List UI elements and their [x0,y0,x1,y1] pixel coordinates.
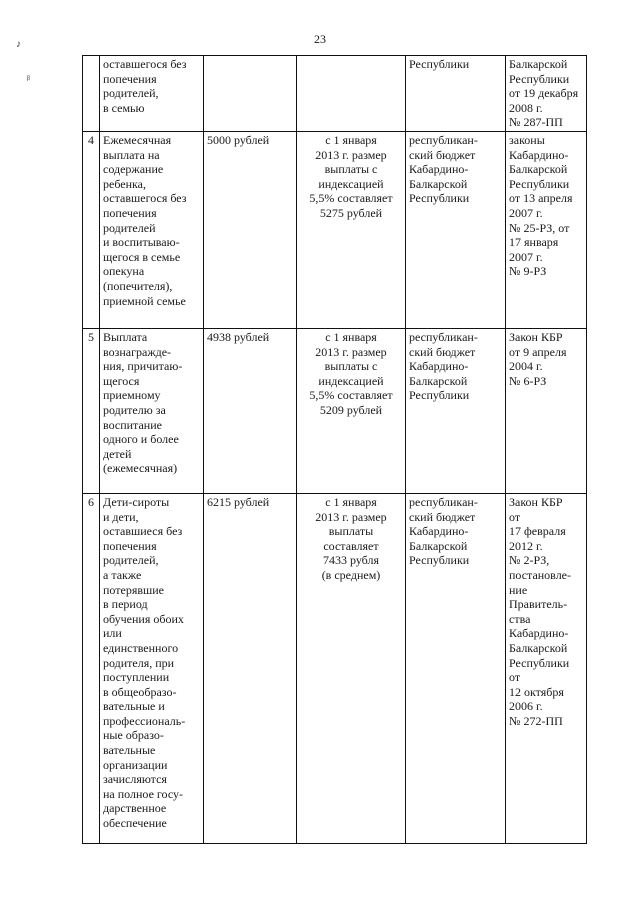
cell-line: Правитель- [509,597,568,612]
cell-line: Республики [509,655,570,670]
legal-act-cell [506,56,587,132]
cell-line: родителей [103,220,156,235]
table-row [83,131,587,328]
table-row [83,493,587,843]
cell-line: а также [103,567,142,582]
cell-line: с 1 января [325,329,377,344]
cell-line: 2006 г. [509,699,543,714]
cell-line: 5,5% составляет [309,191,393,206]
payment-terms-cell [297,328,406,493]
amount-cell [204,328,297,493]
row-number-cell: 6 [83,493,100,843]
cell-line: № 25-РЗ, от [509,220,570,235]
cell-line: 17 февраля [509,524,566,539]
cell-line: ние [509,582,528,597]
cell-line: оставшегося без [103,191,187,206]
cell-line: от [509,509,521,524]
amount-cell [204,131,297,328]
amount-cell [204,56,297,132]
legal-act-cell [506,131,587,328]
cell-line: или [103,626,122,641]
benefit-name-cell [100,493,204,843]
funding-source-cell [406,131,506,328]
cell-line: 2004 г. [509,359,543,374]
cell-line: воспитание [103,417,162,432]
benefit-name-cell [100,131,204,328]
funding-source-cell [406,328,506,493]
cell-line: и воспитываю- [103,235,180,250]
cell-line: Кабардино- [509,147,569,162]
cell-line: Кабардино- [409,524,469,539]
cell-line: индексацией [318,176,384,191]
payment-terms-cell [297,56,406,132]
benefits-table [82,55,587,844]
cell-line: Дети-сироты [103,494,170,509]
cell-line: Республики [509,176,570,191]
cell-line: № 272-ПП [509,713,563,728]
table-row [83,56,587,132]
payment-terms-cell [297,493,406,843]
cell-line: 2007 г. [509,249,543,264]
cell-line: составляет [323,538,379,553]
cell-line: № 287-ПП [509,115,563,130]
cell-line: зачисляются [103,772,167,787]
cell-line: родителя, при [103,655,175,670]
cell-line: и дети, [103,509,139,524]
cell-line: от [509,670,521,685]
cell-line: Республики [409,388,470,403]
cell-line: попечения [103,71,157,86]
margin-mark: ♪ [16,39,21,50]
cell-line: выплаты [328,524,374,539]
cell-line: ский бюджет [409,147,476,162]
cell-line: в период [103,597,148,612]
cell-line: 6215 рублей [207,494,270,509]
cell-line: выплата на [103,147,160,162]
cell-line: профессиональ- [103,713,186,728]
cell-line: от 9 апреля [509,344,567,359]
cell-line: Республики [409,191,470,206]
cell-line: выплаты с [324,359,378,374]
cell-line: обучения обоих [103,611,184,626]
cell-line: Республики [409,57,470,71]
cell-line: с 1 января [325,494,377,509]
cell-line: щегося в семье [103,249,181,264]
cell-line: 2013 г. размер [315,509,387,524]
cell-line: ский бюджет [409,509,476,524]
cell-line: ния, причитаю- [103,359,183,374]
cell-line: (попечителя), [103,278,173,293]
row-number-cell: 5 [83,328,100,493]
cell-line: 2013 г. размер [315,344,387,359]
cell-line: 12 октября [509,684,564,699]
cell-line: Балкарской [509,640,568,655]
page-number: 23 [314,32,326,46]
cell-line: одного и более [103,432,179,447]
cell-line: оставшегося без [103,57,187,71]
cell-line: ский бюджет [409,344,476,359]
cell-line: содержание [103,162,164,177]
cell-line: 5275 рублей [319,205,383,220]
cell-line: постановле- [509,567,572,582]
cell-line: 5,5% составляет [309,388,393,403]
benefit-name-cell [100,56,204,132]
cell-line: Кабардино- [509,626,569,641]
cell-line: Ежемесячная [103,132,172,147]
cell-line: опекуна [103,264,145,279]
legal-act-cell [506,493,587,843]
cell-line: индексацией [318,373,384,388]
row-number-cell: 4 [83,131,100,328]
cell-line: Балкарской [409,176,468,191]
cell-line: 2013 г. размер [315,147,387,162]
cell-line: 2008 г. [509,100,543,115]
cell-line: ребенка, [103,176,146,191]
cell-line: 2012 г. [509,538,543,553]
cell-line: Республики [509,71,570,86]
cell-line: Кабардино- [409,162,469,177]
cell-line: организации [103,757,168,772]
cell-line: Балкарской [509,57,568,71]
cell-line: попечения [103,538,157,553]
cell-line: Кабардино- [409,359,469,374]
cell-line: 2007 г. [509,205,543,220]
cell-line: потерявшие [103,582,165,597]
cell-line: в семью [103,100,145,115]
cell-line: Закон КБР [509,494,563,509]
cell-line: 7433 рубля [323,553,379,568]
cell-line: республикан- [409,132,478,147]
cell-line: (ежемесячная) [103,461,178,476]
cell-line: попечения [103,205,157,220]
cell-line: вательные [103,743,156,758]
row-number-cell [83,56,100,132]
cell-line: 4938 рублей [207,329,270,344]
cell-line: родителю за [103,402,166,417]
cell-line: законы [509,132,545,147]
cell-line: выплаты с [324,162,378,177]
cell-line: вознагражде- [103,344,172,359]
cell-line: 17 января [509,235,559,250]
cell-line: оставшиеся без [103,524,183,539]
cell-line: Выплата [103,329,148,344]
cell-line: с 1 января [325,132,377,147]
cell-line: республикан- [409,494,478,509]
cell-line: Закон КБР [509,329,563,344]
cell-line: № 9-РЗ [509,264,547,279]
cell-line: ства [509,611,531,626]
cell-line: республикан- [409,329,478,344]
margin-mark: ᵦ [27,71,30,82]
cell-line: № 2-РЗ, [509,553,550,568]
legal-act-cell [506,328,587,493]
cell-line: Балкарской [409,373,468,388]
payment-terms-cell [297,131,406,328]
cell-line: на полное госу- [103,786,183,801]
cell-line: от 13 апреля [509,191,573,206]
cell-line: от 19 декабря [509,86,579,101]
cell-line: 5000 рублей [207,132,270,147]
cell-line: в общеобразо- [103,684,177,699]
funding-source-cell [406,56,506,132]
cell-line: родителей, [103,86,159,101]
cell-line: обеспечение [103,816,167,831]
cell-line: приемному [103,388,161,403]
cell-line: ные образо- [103,728,164,743]
cell-line: щегося [103,373,140,388]
table-row [83,328,587,493]
cell-line: единственного [103,640,179,655]
cell-line: Республики [409,553,470,568]
cell-line: вательные и [103,699,165,714]
cell-line: поступлении [103,670,170,685]
cell-line: дарственное [103,801,167,816]
cell-line: (в среднем) [321,567,381,582]
amount-cell [204,493,297,843]
cell-line: детей [103,446,132,461]
cell-line: Балкарской [509,162,568,177]
cell-line: родителей, [103,553,159,568]
funding-source-cell [406,493,506,843]
cell-line: Балкарской [409,538,468,553]
cell-line: 5209 рублей [319,402,383,417]
cell-line: приемной семье [103,293,186,308]
cell-line: № 6-РЗ [509,373,547,388]
benefit-name-cell [100,328,204,493]
